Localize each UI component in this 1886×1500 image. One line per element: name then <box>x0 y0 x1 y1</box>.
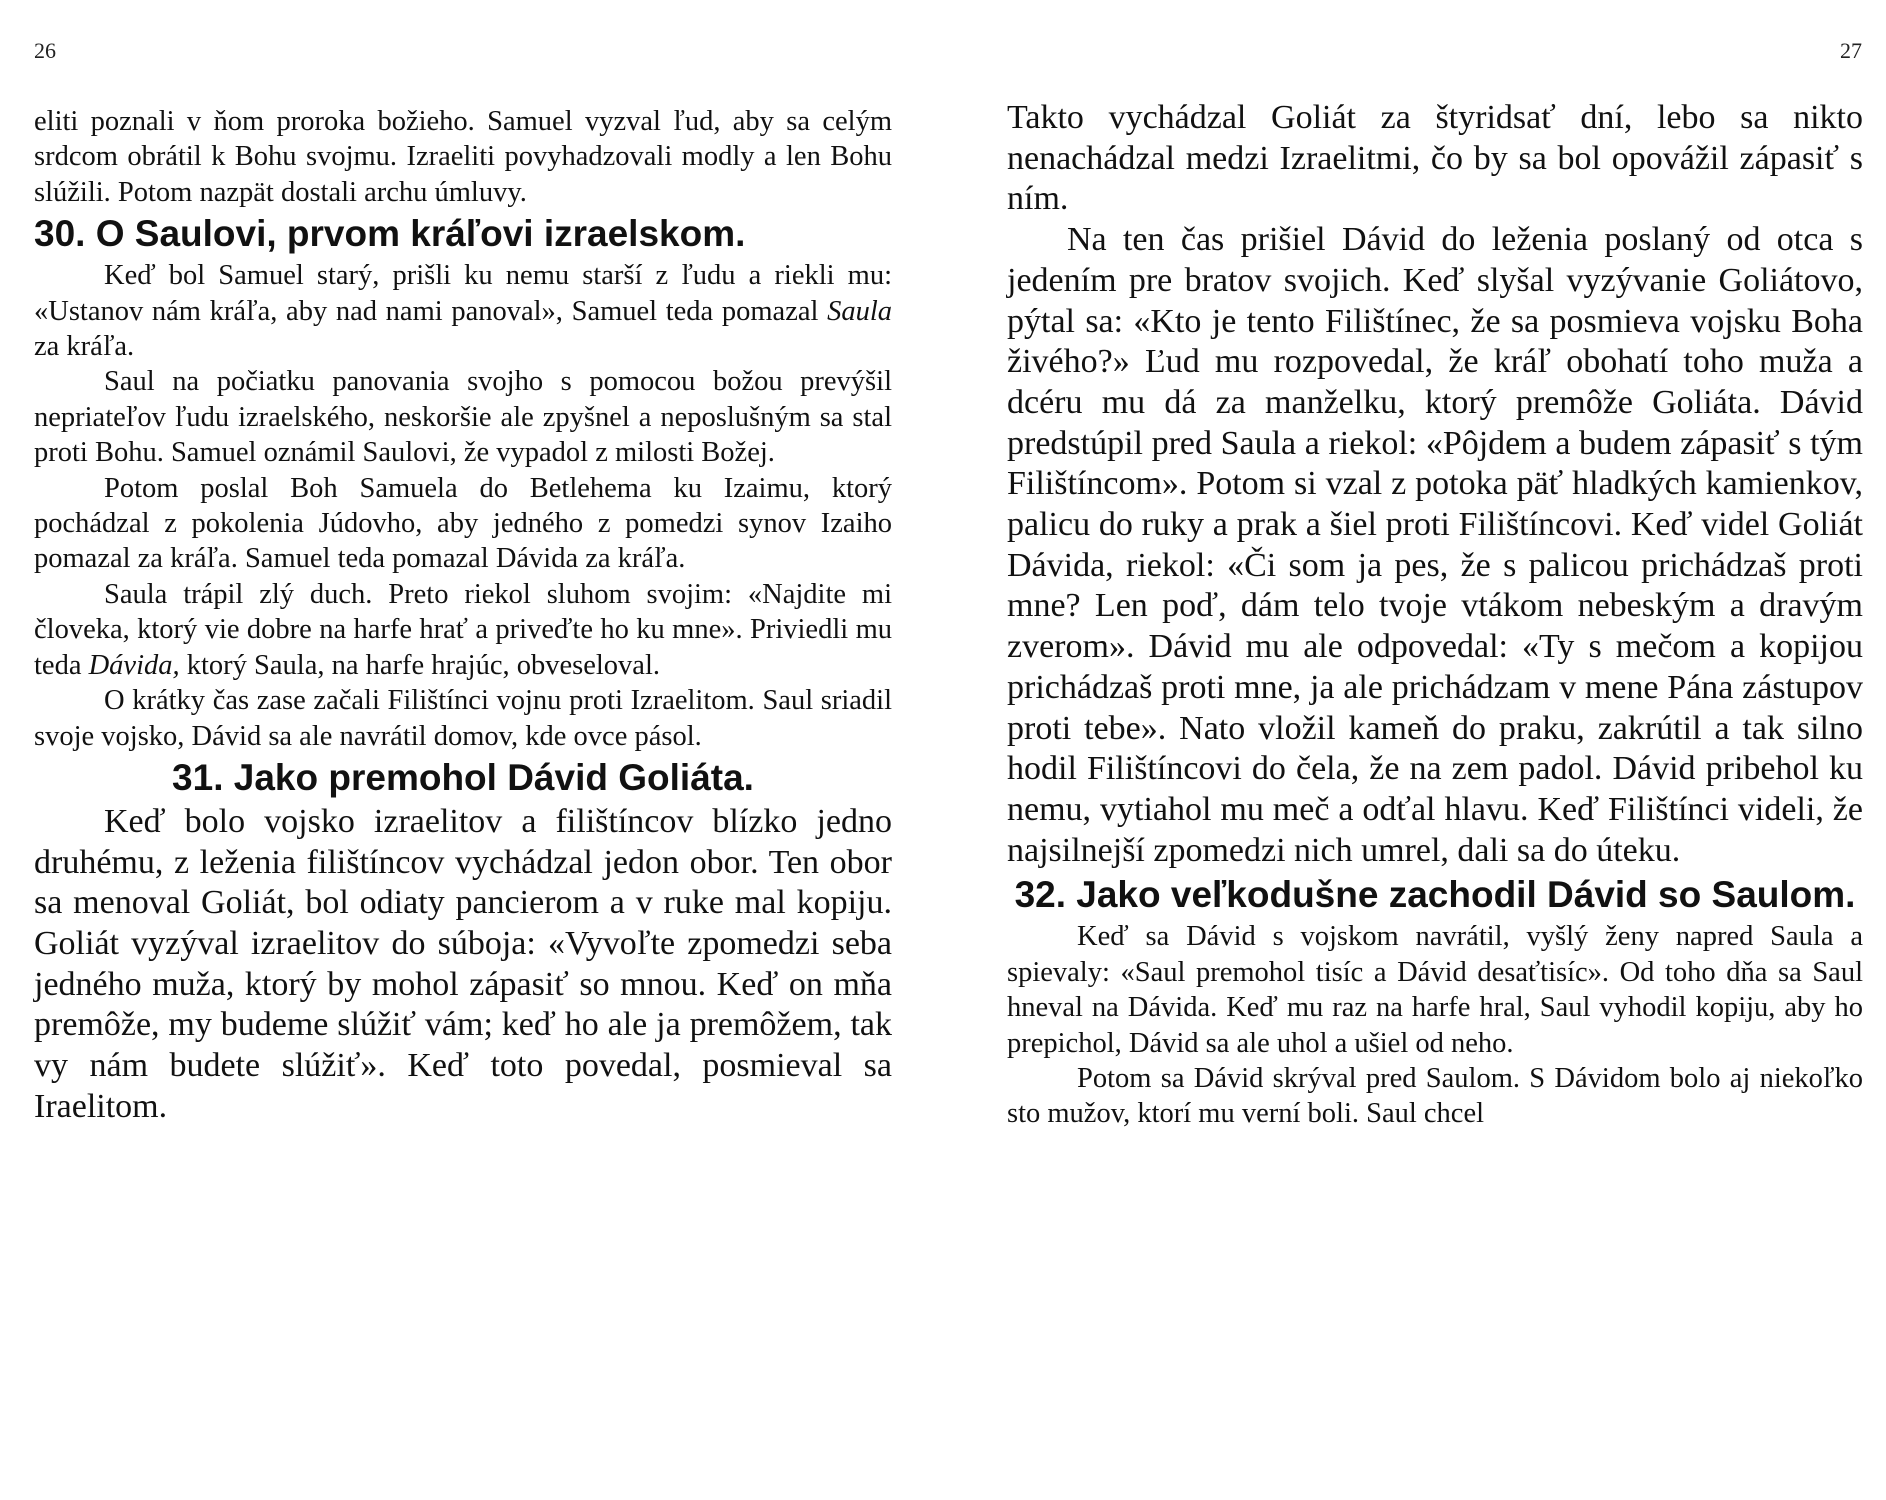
section-30-paragraph-5: O krátky čas zase začali Filištínci vojnu proti Izraelitom. Saul sriadil svoje vojsko, Dávid sa ale navrátil domov, kde ovce pásol. <box>34 685 892 752</box>
section-31-paragraph-1: Keď bolo vojsko izraelitov a filištíncov blízko jedno druhému, z leženia filištíncov vychádzal jedon obor. Ten obor sa menoval Goliát, bol odiaty pancierom a v ruke mal kopiju. Goliát vyzýval izraelitov do súboja: «Vyvoľte zpomedzi seba jedného muža, ktorý by mohol zápasiť so mnou. Keď on mňa premôže, my budeme slúžiť vám; keď ho ale ja premôžem, tak vy nám budete slúžiť». Keď toto povedal, posmieval sa Iraelitom. <box>34 802 892 1125</box>
section-30-paragraph-1: Keď bol Samuel starý, prišli ku nemu starší z ľudu a riekli mu: «Ustanov nám kráľa, aby nad nami panoval», Samuel teda pomazal Saula za kráľa. <box>34 260 892 363</box>
intro-paragraph: eliti poznali v ňom proroka božieho. Samuel vyzval ľud, aby sa celým srdcom obrátil k Bohu svojmu. Izraeliti povyhadzovali modly a len Bohu slúžili. Potom nazpät dostali archu úmluvy. <box>34 106 892 208</box>
right-page <box>943 0 1886 1500</box>
right-column <box>1007 98 1863 1132</box>
section-30-paragraph-2: Saul na počiatku panovania svojho s pomocou božou prevýšil nepriateľov ľudu izraelského, neskoršie ale zpyšnel a neposlušným sa stal proti Bohu. Samuel oznámil Saulovi, že vypadol z milosti Božej. <box>34 366 892 469</box>
section-31-heading: 31. Jako premohol Dávid Goliáta. <box>172 756 754 798</box>
section-32-heading: 32. Jako veľkodušne zachodil Dávid so Saulom. <box>1014 874 1856 916</box>
page-number-right: 27 <box>1840 38 1862 63</box>
left-column <box>34 104 892 1128</box>
right-paragraph-1: Takto vychádzal Goliát za štyridsať dní, lebo sa nikto nenachádzal medzi Izraelitmi, čo by sa bol opovážil zápasiť s ním. <box>1007 99 1863 218</box>
section-30-paragraph-4: Saula trápil zlý duch. Preto riekol sluhom svojim: «Najdite mi človeka, ktorý vie dobre na harfe hrať a priveďte ho ku mne». Priviedli mu teda Dávida, ktorý Saula, na harfe hrajúc, obveseloval. <box>34 578 892 681</box>
section-30-paragraph-3: Potom poslal Boh Samuela do Betlehema ku Izaimu, ktorý pochádzal z pokolenia Júdovho, aby jedného z pomedzi synov Izaiho pomazal za kráľa. Samuel teda pomazal Dávida za kráľa. <box>34 472 892 575</box>
section-32-paragraph-1: Keď sa Dávid s vojskom navrátil, vyšlý ženy napred Saula a spievaly: «Saul premohol tisíc a Dávid desaťtisíc». Od toho dňa sa Saul hneval na Dávida. Keď mu raz na harfe hral, Saul vyhodil kopiju, aby ho prepichol, Dávid sa ale uhol a ušiel od neho. <box>1007 921 1863 1059</box>
right-paragraph-2: Na ten čas prišiel Dávid do leženia poslaný od otca s jedením pre bratov svojich. Keď slyšal vyzývanie Goliátovo, pýtal sa: «Kto je tento Filištínec, že sa posmieva vojsku Boha živého?» Ľud mu rozpovedal, že kráľ obohatí toho muža a dcéru mu dá za manželku, ktorý premôže Goliáta. Dávid predstúpil pred Saula a riekol: «Pôjdem a budem zápasiť s tým Filištíncom». Potom si vzal z potoka päť hladkých kamienkov, palicu do ruky a prak a šiel proti Filištíncovi. Keď videl Goliát Dávida, riekol: «Či som ja pes, že s palicou prichádzaš proti mne? Len poď, dám telo tvoje vtákom nebeským a dravým zverom». Dávid mu ale odpovedal: «Ty s mečom a kopijou prichádzaš proti mne, ja ale prichádzam v mene Pána zástupov proti tebe». Nato vložil kameň do praku, zakrútil a tak silno hodil Filištíncovi do čela, že na zem padol. Dávid pribehol ku nemu, vytiahol mu meč a odťal hlavu. Keď Filištínci videli, že najsilnejší zpomedzi nich umrel, dali sa do úteku. <box>1007 221 1863 869</box>
section-32-paragraph-2: Potom sa Dávid skrýval pred Saulom. S Dávidom bolo aj niekoľko sto mužov, ktorí mu verní boli. Saul chcel <box>1007 1062 1863 1130</box>
section-30-heading: 30. O Saulovi, prvom kráľovi izraelskom. <box>34 213 746 255</box>
page-number-left: 26 <box>34 38 56 63</box>
